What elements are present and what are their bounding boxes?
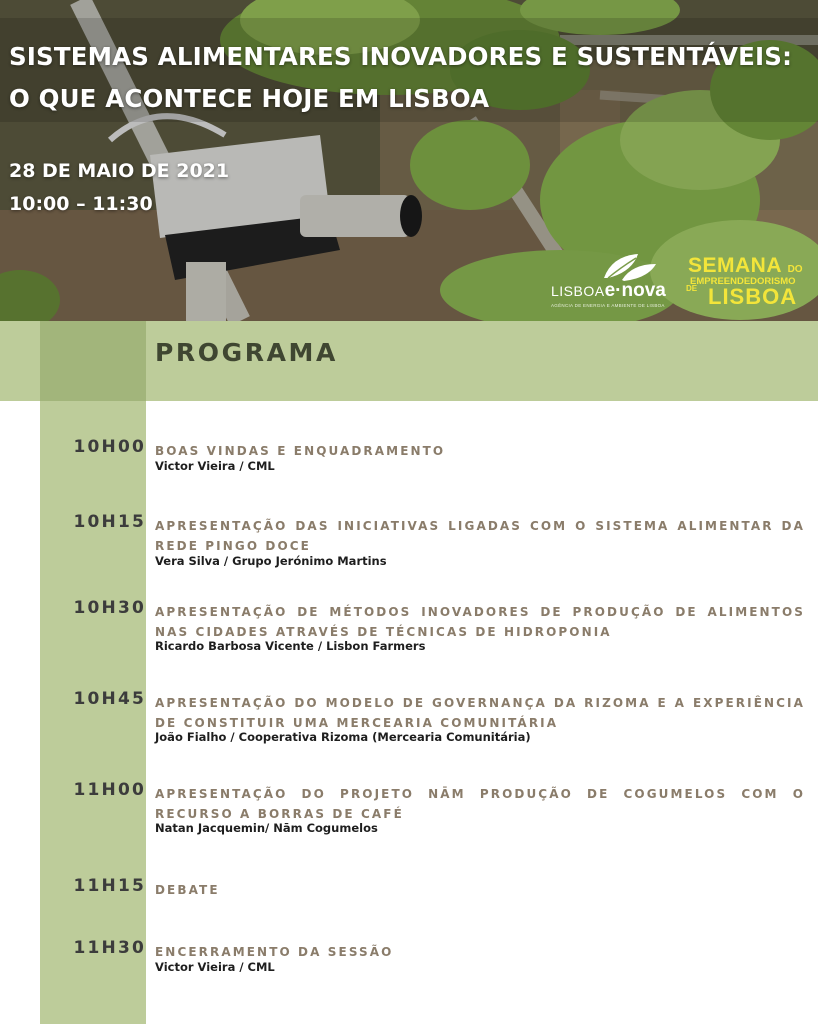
logo-word-enova: e·nova: [604, 280, 666, 301]
agenda-session-title: APRESENTAÇÃO DO PROJETO NĀM PRODUÇÃO DE COGUMELOS COM O RECURSO A BORRAS DE CAFÉ: [155, 787, 805, 821]
event-title-line-1: SISTEMAS ALIMENTARES INOVADORES E SUSTENTÁVEIS:: [9, 42, 793, 71]
agenda-speaker: Vera Silva / Grupo Jerónimo Martins: [155, 554, 387, 568]
agenda-time: 10H45: [73, 689, 146, 709]
agenda-session-title: APRESENTAÇÃO DO MODELO DE GOVERNANÇA DA RIZOMA E A EXPERIÊNCIA DE CONSTITUIR UMA MERCEARIA COMUNITÁRIA: [155, 696, 805, 730]
event-time: 10:00 – 11:30: [9, 193, 153, 215]
agenda-speaker: Ricardo Barbosa Vicente / Lisbon Farmers: [155, 639, 426, 653]
agenda-speaker: Victor Vieira / CML: [155, 960, 275, 974]
logo-word-lisboa: LISBOA: [551, 283, 605, 299]
agenda-speaker: Victor Vieira / CML: [155, 459, 275, 473]
event-date: 28 DE MAIO DE 2021: [9, 160, 230, 182]
agenda-time: 10H00: [73, 437, 146, 457]
agenda-session-title: APRESENTAÇÃO DE MÉTODOS INOVADORES DE PRODUÇÃO DE ALIMENTOS NAS CIDADES ATRAVÉS DE TÉCNICAS DE HIDROPONIA: [155, 605, 805, 639]
semana-word: SEMANA: [688, 254, 782, 277]
agenda-time: 11H30: [73, 938, 146, 958]
agenda-time: 10H15: [73, 512, 146, 532]
semana-logo-line-3: DE: [686, 284, 698, 293]
agenda-time: 11H00: [73, 780, 146, 800]
agenda-session-title: DEBATE: [155, 883, 220, 897]
programa-heading: PROGRAMA: [155, 338, 338, 367]
agenda-speaker: Natan Jacquemin/ Nām Cogumelos: [155, 821, 378, 835]
event-title-line-2: O QUE ACONTECE HOJE EM LISBOA: [9, 84, 490, 113]
semana-do-word: DO: [787, 264, 803, 275]
agenda-time: 11H15: [73, 876, 146, 896]
agenda-session-title: ENCERRAMENTO DA SESSÃO: [155, 945, 394, 959]
agenda-session-title: BOAS VINDAS E ENQUADRAMENTO: [155, 444, 446, 458]
semana-logo-line-2: EMPREENDEDORISMO: [690, 276, 796, 287]
agenda-speaker: João Fialho / Cooperativa Rizoma (Mercearia Comunitária): [155, 730, 531, 744]
agenda-session-title: APRESENTAÇÃO DAS INICIATIVAS LIGADAS COM O SISTEMA ALIMENTAR DA REDE PINGO DOCE: [155, 519, 805, 553]
agenda-time: 10H30: [73, 598, 146, 618]
logo-tagline: AGÊNCIA DE ENERGIA E AMBIENTE DE LISBOA: [551, 303, 665, 308]
semana-logo-line-4: LISBOA: [708, 284, 798, 309]
